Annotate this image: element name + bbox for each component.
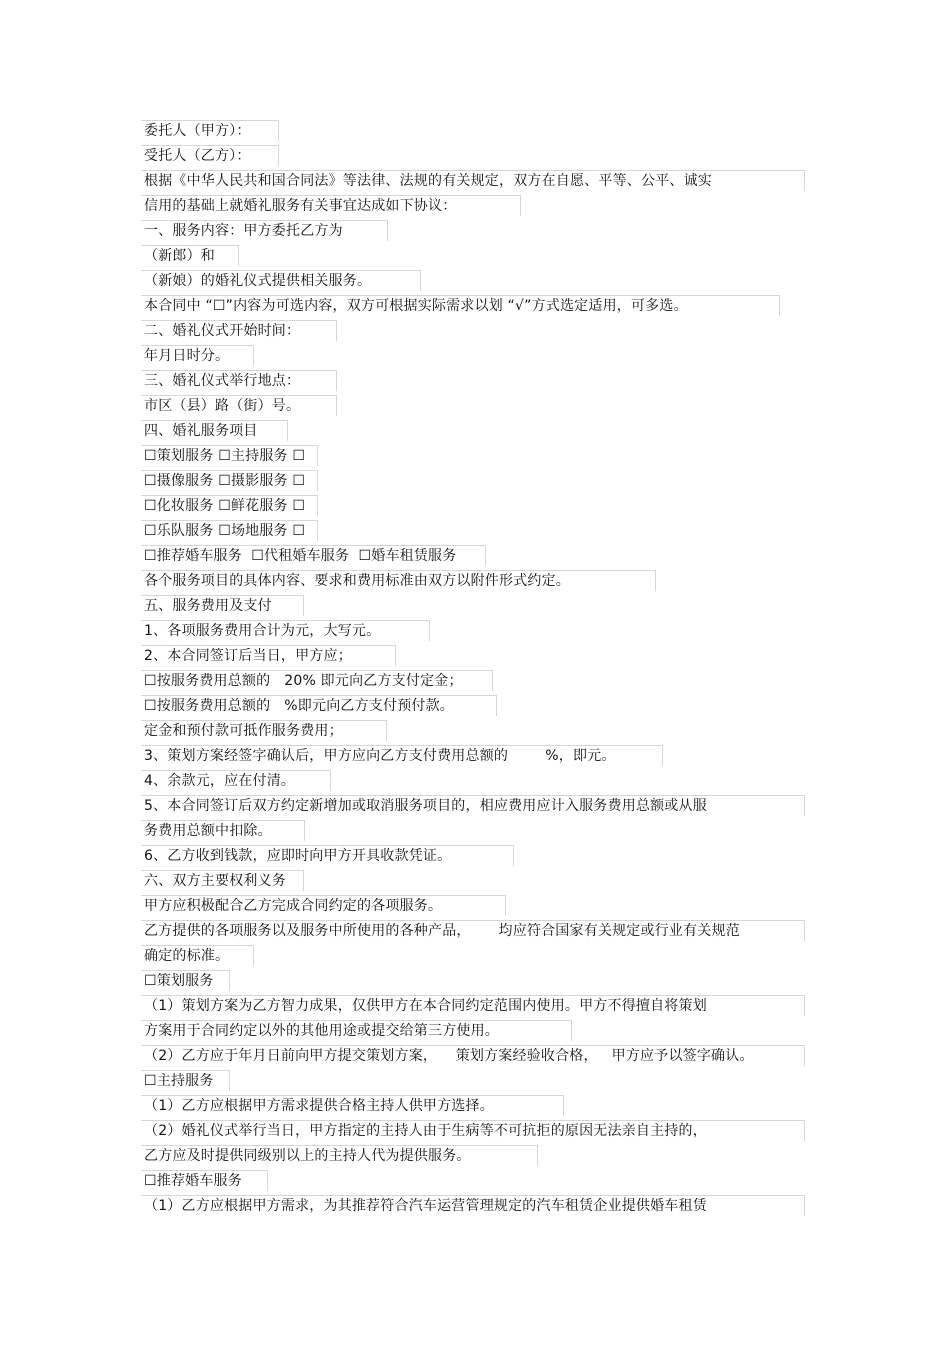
planning-clause-2: （2）乙方应于年月日前向甲方提交策划方案， 策划方案经验收合格， 甲方应予以签字确认。: [141, 1045, 805, 1066]
balance-line: 4、余款元，应在付清。: [141, 770, 331, 791]
fee-adjustment-line-2: 务费用总额中扣除。: [141, 820, 305, 841]
service-options-row-1: ☐策划服务 ☐主持服务 ☐: [141, 445, 318, 466]
deposit-option-line: ☐按服务费用总额的 20% 即元向乙方支付定金；: [141, 670, 493, 691]
section-6-heading: 六、双方主要权利义务: [141, 870, 304, 891]
service-options-row-2: ☐摄像服务 ☐摄影服务 ☐: [141, 470, 318, 491]
planning-service-heading: ☐策划服务: [141, 970, 230, 991]
payment-on-signing-line: 2、本合同签订后当日，甲方应；: [141, 645, 396, 666]
car-recommendation-clause-1: （1）乙方应根据甲方需求，为其推荐符合汽车运营管理规定的汽车租赁企业提供婚车租赁: [141, 1195, 805, 1216]
planning-clause-1-line-1: （1）策划方案为乙方智力成果，仅供甲方在本合同约定范围内使用。甲方不得擅自将策划: [141, 995, 805, 1016]
service-options-row-4: ☐乐队服务 ☐场地服务 ☐: [141, 520, 318, 541]
hosting-clause-2-line-1: （2）婚礼仪式举行当日，甲方指定的主持人由于生病等不可抗拒的原因无法亲自主持的，: [141, 1120, 805, 1141]
preamble-line-2: 信用的基础上就婚礼服务有关事宜达成如下协议：: [141, 195, 521, 216]
planning-clause-1-line-2: 方案用于合同约定以外的其他用途或提交给第三方使用。: [141, 1020, 572, 1041]
section-2-heading: 二、婚礼仪式开始时间：: [141, 320, 337, 341]
hosting-clause-2-line-2: 乙方应及时提供同级别以上的主持人代为提供服务。: [141, 1145, 538, 1166]
optional-note-line: 本合同中 “☐”内容为可选内容，双方可根据实际需求以划 “√”方式选定适用，可多选。: [141, 295, 780, 316]
service-standard-line-1: 乙方提供的各项服务以及服务中所使用的各种产品， 均应符合国家有关规定或行业有关规范: [141, 920, 805, 941]
service-details-note: 各个服务项目的具体内容、要求和费用标准由双方以附件形式约定。: [141, 570, 656, 591]
car-service-options-row: ☐推荐婚车服务 ☐代租婚车服务 ☐婚车租赁服务: [141, 545, 486, 566]
section-5-heading: 五、服务费用及支付: [141, 595, 304, 616]
service-standard-line-2: 确定的标准。: [141, 945, 254, 966]
fee-total-line: 1、各项服务费用合计为元，大写元。: [141, 620, 430, 641]
section-4-heading: 四、婚礼服务项目: [141, 420, 288, 441]
preamble-line-1: 根据《中华人民共和国合同法》等法律、法规的有关规定，双方在自愿、平等、公平、诚实: [141, 170, 805, 191]
location-line: 市区（县）路（街）号。: [141, 395, 337, 416]
party-a-cooperation-line: 甲方应积极配合乙方完成合同约定的各项服务。: [141, 895, 506, 916]
start-time-line: 年月日时分。: [141, 345, 254, 366]
section-3-heading: 三、婚礼仪式举行地点：: [141, 370, 337, 391]
hosting-clause-1: （1）乙方应根据甲方需求提供合格主持人供甲方选择。: [141, 1095, 564, 1116]
hosting-service-heading: ☐主持服务: [141, 1070, 230, 1091]
bride-line: （新娘）的婚礼仪式提供相关服务。: [141, 270, 421, 291]
car-recommendation-heading: ☐推荐婚车服务: [141, 1170, 268, 1191]
section-1-heading: 一、服务内容：甲方委托乙方为: [141, 220, 388, 241]
fee-adjustment-line-1: 5、本合同签订后双方约定新增加或取消服务项目的，相应费用应计入服务费用总额或从服: [141, 795, 805, 816]
prepayment-option-line: ☐按服务费用总额的 %即元向乙方支付预付款。: [141, 695, 497, 716]
party-a-line: 委托人（甲方）：: [141, 120, 279, 141]
service-options-row-3: ☐化妆服务 ☐鲜花服务 ☐: [141, 495, 318, 516]
receipt-line: 6、乙方收到钱款，应即时向甲方开具收款凭证。: [141, 845, 514, 866]
groom-line: （新郎）和: [141, 245, 239, 266]
plan-payment-line: 3、策划方案经签字确认后，甲方应向乙方支付费用总额的 %，即元。: [141, 745, 663, 766]
deposit-offset-line: 定金和预付款可抵作服务费用；: [141, 720, 387, 741]
party-b-line: 受托人（乙方）：: [141, 145, 279, 166]
